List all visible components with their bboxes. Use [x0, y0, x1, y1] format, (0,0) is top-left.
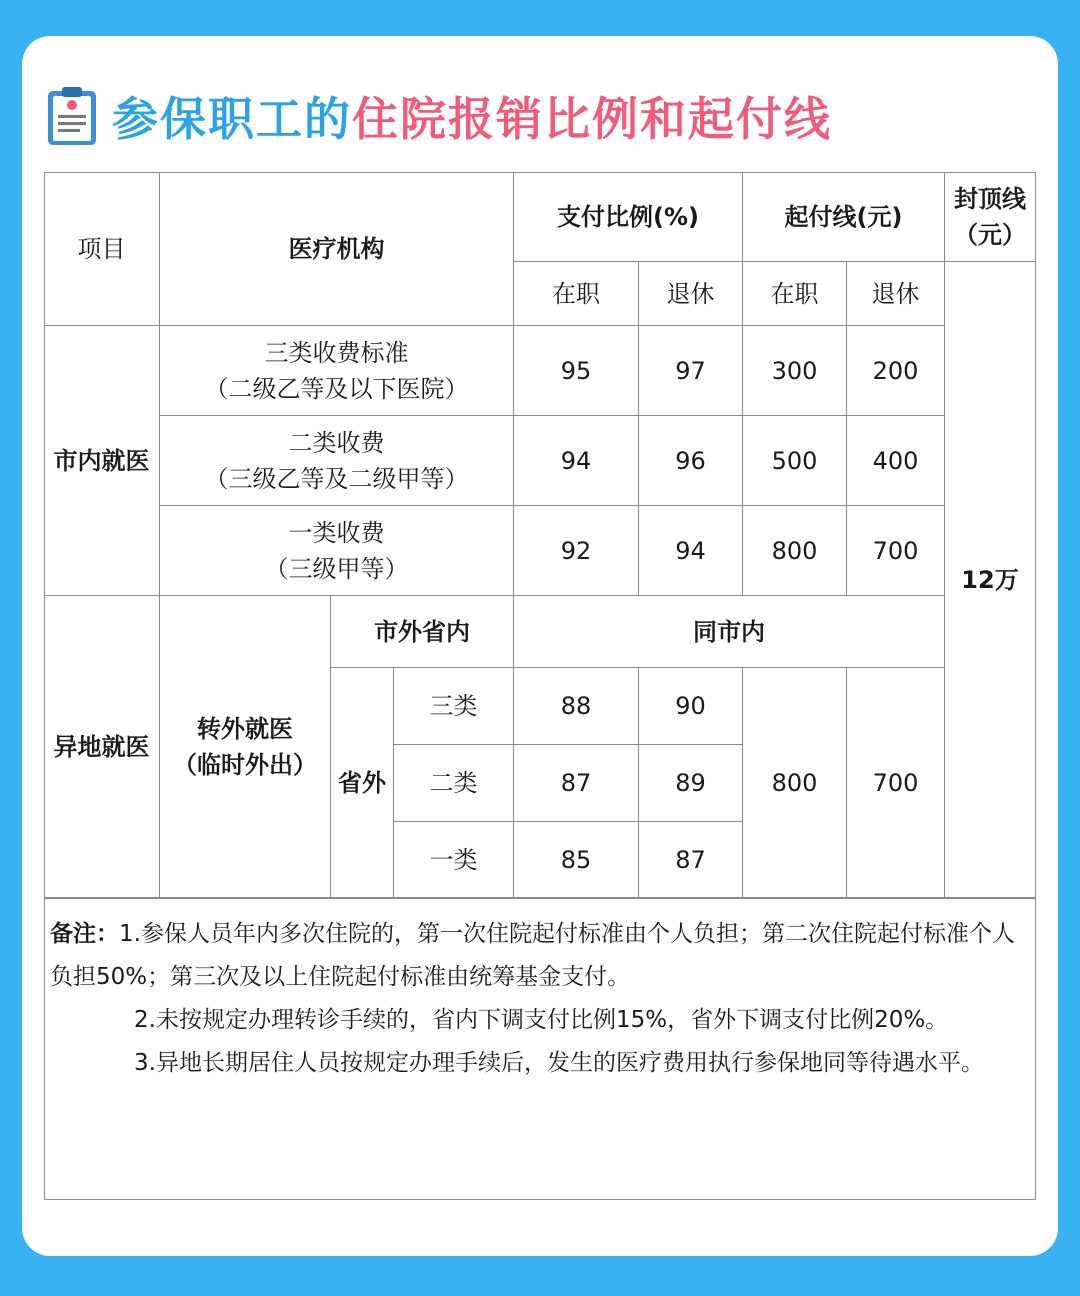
notes-section [44, 898, 1036, 1200]
local-row-1-ded-retired: 200 [847, 326, 945, 416]
remote-row-2-pay-employed: 87 [514, 745, 639, 822]
transfer-sub: （临时外出） [173, 750, 317, 779]
local-row-2-pay-retired: 96 [639, 416, 743, 506]
note-1 [50, 913, 1032, 999]
remote-row-3-pay-employed: 85 [514, 822, 639, 898]
header-ded-employed: 在职 [743, 262, 847, 326]
title-row [46, 80, 1046, 152]
local-row-1-pay-employed: 95 [514, 326, 639, 416]
out-province-label: 省外 [331, 668, 394, 898]
note-2: 2.未按规定办理转诊手续的，省内下调支付比例15%，省外下调支付比例20%。 [134, 1007, 949, 1033]
header-item: 项目 [44, 172, 160, 326]
local-row-3-pay-retired: 94 [639, 506, 743, 596]
content-card [22, 36, 1058, 1256]
local-row-2-sub: （三级乙等及二级甲等） [204, 464, 469, 493]
local-row-2-name [160, 416, 514, 506]
local-row-3-ded-employed: 800 [743, 506, 847, 596]
local-medical-label: 市内就医 [44, 326, 160, 596]
header-cap: 封顶线（元） [945, 172, 1036, 262]
remote-row-1-name: 三类 [394, 668, 514, 745]
local-row-1-title: 三类收费标准 [264, 338, 409, 367]
remote-ded-employed: 800 [743, 668, 847, 898]
local-row-2-ded-employed: 500 [743, 416, 847, 506]
header-pay-retired: 退休 [639, 262, 743, 326]
local-row-1-ded-employed: 300 [743, 326, 847, 416]
cap-value: 12万 [945, 262, 1036, 898]
title-part-blue: 参保职工的 [112, 92, 352, 146]
remote-row-3-pay-retired: 87 [639, 822, 743, 898]
remote-row-3-name: 一类 [394, 822, 514, 898]
page-title [112, 83, 832, 149]
local-row-1-pay-retired: 97 [639, 326, 743, 416]
note-1-text: 1.参保人员年内多次住院的，第一次住院起付标准由个人负担；第二次住院起付标准个人负担50%；第三次及以上住院起付标准由统筹基金支付。 [50, 921, 1015, 990]
reimbursement-table [44, 172, 1036, 1200]
header-deductible: 起付线(元) [743, 172, 945, 262]
header-pay-employed: 在职 [514, 262, 639, 326]
local-row-2-pay-employed: 94 [514, 416, 639, 506]
in-province-label: 市外省内 [331, 596, 514, 668]
header-pay-ratio: 支付比例(%) [514, 172, 743, 262]
local-row-3-sub: （三级甲等） [264, 554, 409, 583]
clipboard-icon [46, 85, 98, 147]
remote-medical-label: 异地就医 [44, 596, 160, 898]
local-row-3-pay-employed: 92 [514, 506, 639, 596]
remote-ded-retired: 700 [847, 668, 945, 898]
remote-row-1-pay-retired: 90 [639, 668, 743, 745]
same-as-city-label: 同市内 [514, 596, 945, 668]
header-institution: 医疗机构 [160, 172, 514, 326]
local-row-3-ded-retired: 700 [847, 506, 945, 596]
transfer-medical [160, 596, 331, 898]
local-row-1-name [160, 326, 514, 416]
local-row-3-title: 一类收费 [288, 518, 385, 547]
notes-label: 备注： [50, 921, 119, 947]
remote-row-2-pay-retired: 89 [639, 745, 743, 822]
local-row-2-ded-retired: 400 [847, 416, 945, 506]
remote-row-2-name: 二类 [394, 745, 514, 822]
local-row-2-title: 二类收费 [288, 428, 385, 457]
local-row-1-sub: （二级乙等及以下医院） [204, 374, 469, 403]
title-part-pink: 住院报销比例和起付线 [352, 92, 832, 146]
remote-row-1-pay-employed: 88 [514, 668, 639, 745]
local-row-3-name [160, 506, 514, 596]
transfer-label: 转外就医 [197, 714, 293, 743]
header-ded-retired: 退休 [847, 262, 945, 326]
note-3: 3.异地长期居住人员按规定办理手续后，发生的医疗费用执行参保地同等待遇水平。 [134, 1050, 984, 1076]
